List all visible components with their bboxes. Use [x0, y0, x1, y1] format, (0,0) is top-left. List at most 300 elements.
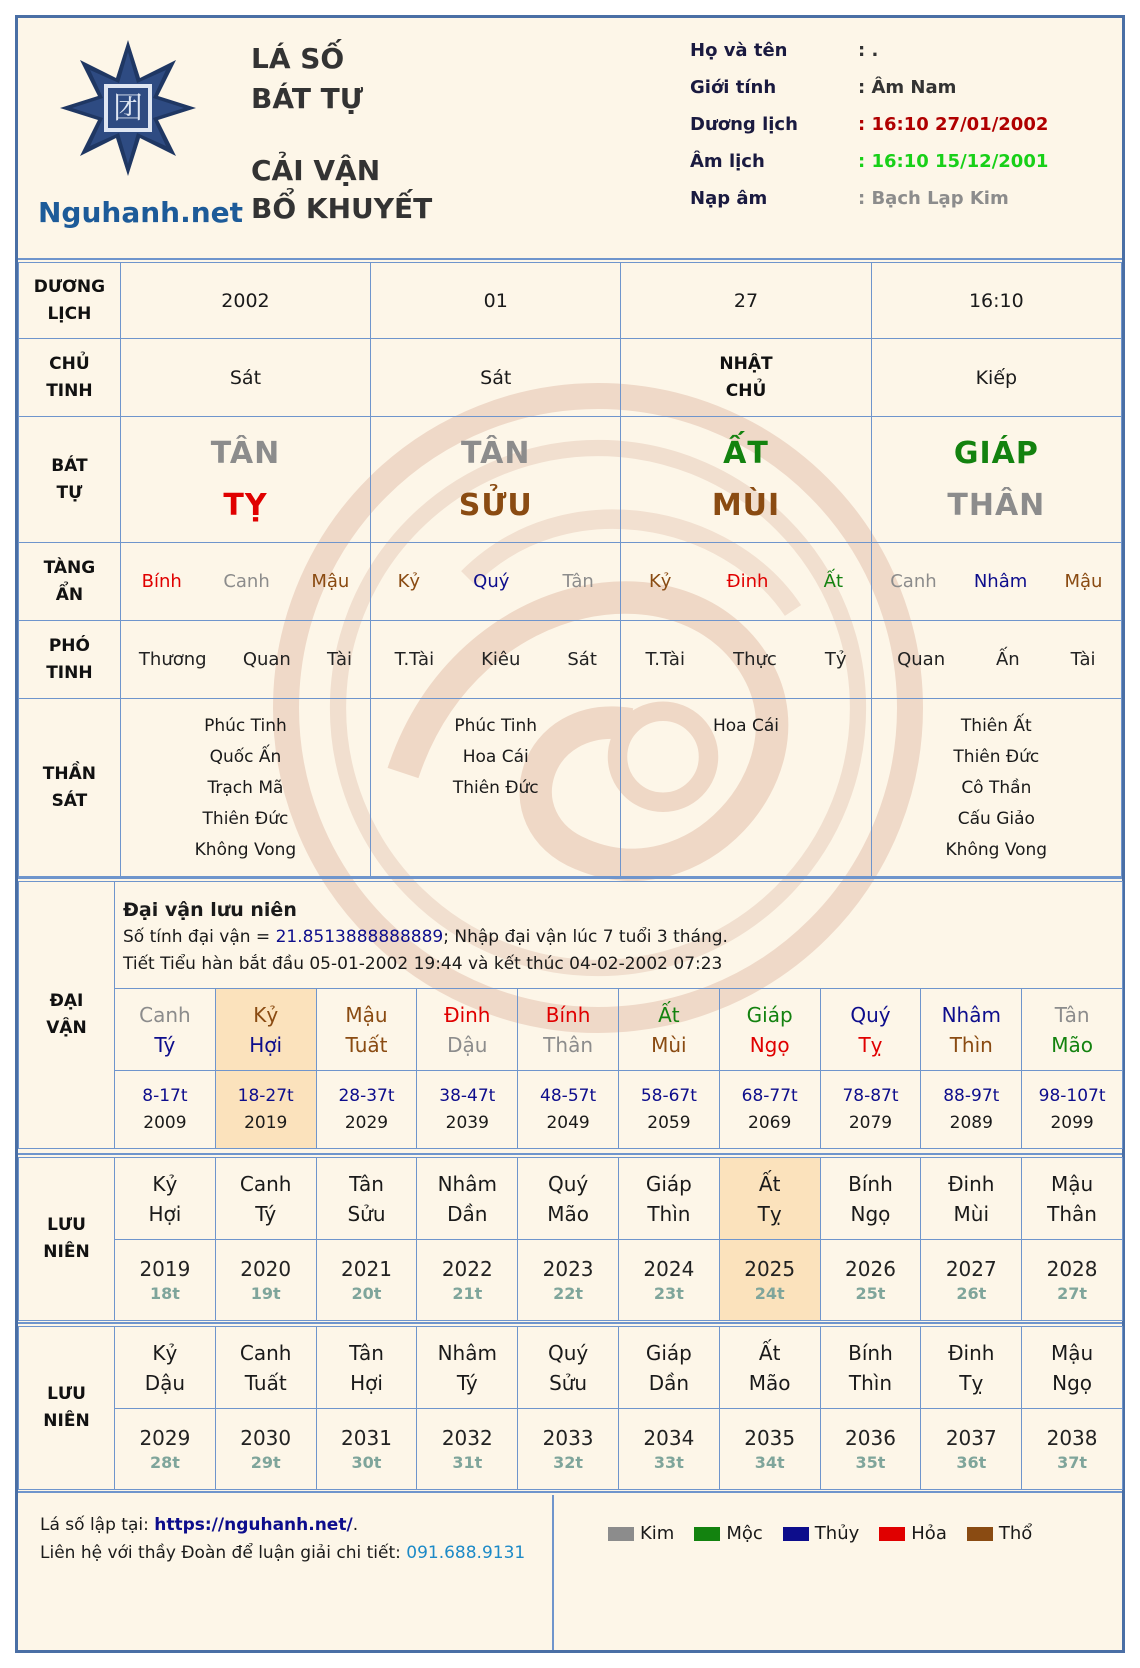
- nhat-chu-line: CHỦ: [725, 380, 767, 401]
- title-line-4: BỔ KHUYẾT: [251, 192, 433, 225]
- hidden-stems-cell: [871, 543, 1121, 621]
- luu-nien-pillar[interactable]: [921, 1158, 1022, 1240]
- luu-nien-age: 26t: [956, 1284, 987, 1303]
- dai-van-pillar[interactable]: [316, 989, 417, 1071]
- luu-nien-year-cell: [921, 1240, 1022, 1321]
- solar-date-cell: 01: [371, 263, 621, 339]
- luu-nien-year-cell: [316, 1240, 417, 1321]
- luu-nien-pillar[interactable]: [719, 1327, 820, 1409]
- dai-van-stem: Ất: [658, 1002, 680, 1027]
- spirit-star: Hoa Cái: [713, 716, 780, 736]
- dai-van-branch: Hợi: [249, 1032, 283, 1057]
- dai-van-period: [115, 1071, 216, 1149]
- luu-nien-year-cell: [1022, 1409, 1123, 1490]
- luu-nien-year-cell: [1022, 1240, 1123, 1321]
- legend-label: Thổ: [998, 1523, 1033, 1544]
- hidden-stems-cell: [120, 543, 370, 621]
- luu-nien-branch: Hợi: [350, 1370, 383, 1395]
- sub-star: Kiêu: [481, 649, 521, 670]
- horoscope-sheet: [15, 15, 1125, 1653]
- info-row: [690, 151, 1110, 188]
- dai-van-stem: Nhâm: [941, 1002, 1001, 1027]
- luu-nien-pillar[interactable]: [1022, 1327, 1123, 1409]
- heavenly-stem: TÂN: [461, 435, 531, 471]
- legend-label: Hỏa: [911, 1523, 947, 1544]
- info-label: Nạp âm: [690, 188, 768, 209]
- heavenly-stem: ẤT: [723, 435, 769, 471]
- luu-nien-branch: Mão: [748, 1370, 791, 1395]
- luu-nien-branch: Hợi: [148, 1201, 182, 1226]
- luu-nien-age: 20t: [351, 1284, 382, 1303]
- luu-nien-year-cell: [518, 1409, 619, 1490]
- info-value: : Bạch Lạp Kim: [858, 188, 1009, 209]
- luu-nien-branch: Dậu: [144, 1370, 186, 1395]
- dai-van-pillar[interactable]: [115, 989, 216, 1071]
- legend-swatch: [783, 1527, 809, 1541]
- sub-star: Thương: [138, 649, 207, 670]
- row-label-line: SÁT: [51, 790, 88, 811]
- sub-stars-cell: [621, 621, 871, 699]
- spirit-star: Cô Thần: [961, 778, 1032, 798]
- luu-nien-pillar[interactable]: [1022, 1158, 1123, 1240]
- luu-nien-age: 31t: [452, 1453, 483, 1472]
- luu-nien-year: 2028: [1046, 1257, 1098, 1281]
- dai-van-year: 2099: [1050, 1112, 1094, 1133]
- row-label: [19, 263, 121, 339]
- dai-van-age: 78-87t: [842, 1085, 899, 1106]
- row-label-line: PHÓ: [48, 635, 90, 656]
- luu-nien-age: 36t: [956, 1453, 987, 1472]
- spirit-stars-cell: [120, 699, 370, 877]
- dai-van-text: ; Nhập đại vận lúc 7 tuổi 3 tháng.: [443, 927, 728, 947]
- luu-nien-year-cell: [618, 1409, 719, 1490]
- dai-van-branch: Dậu: [447, 1032, 488, 1057]
- hidden-stem: Tân: [562, 571, 594, 592]
- sub-stars-cell: [371, 621, 621, 699]
- row-label-line: TINH: [46, 662, 93, 683]
- luu-nien-year: 2032: [441, 1426, 493, 1450]
- luu-nien-branch: Tỵ: [959, 1370, 984, 1395]
- spirit-star: Trạch Mã: [207, 778, 284, 798]
- luu-nien-year: 2019: [139, 1257, 191, 1281]
- hidden-stem: Canh: [223, 571, 270, 592]
- dai-van-stem: Giáp: [746, 1002, 793, 1027]
- luu-nien-pillar[interactable]: [417, 1327, 518, 1409]
- luu-nien-year: 2020: [240, 1257, 292, 1281]
- info-label: Âm lịch: [690, 151, 765, 172]
- luu-nien-stem: Tân: [349, 1171, 384, 1196]
- luu-nien-branch: Ngọ: [1052, 1370, 1093, 1395]
- luu-nien-pillar[interactable]: [115, 1158, 216, 1240]
- luu-nien-year: 2036: [845, 1426, 896, 1450]
- sub-stars: [621, 649, 870, 670]
- luu-nien-year: 2030: [240, 1426, 292, 1450]
- dai-van-header: [115, 882, 1123, 989]
- luu-nien-branch: Sửu: [347, 1201, 386, 1226]
- luu-nien-stem: Quý: [547, 1171, 589, 1196]
- dai-van-number: 21.8513888888889: [275, 927, 444, 947]
- luu-nien-year: 2022: [441, 1257, 493, 1281]
- sub-stars: [371, 649, 620, 670]
- legend-item: [783, 1523, 859, 1544]
- luu-nien-stem: Mậu: [1050, 1171, 1094, 1196]
- dai-van-year: 2019: [244, 1112, 288, 1133]
- dai-van-age: 58-67t: [640, 1085, 697, 1106]
- heavenly-stem: GIÁP: [953, 435, 1039, 471]
- hidden-stems: [371, 571, 620, 592]
- hidden-stem: Canh: [890, 571, 937, 592]
- luu-nien-year: 2034: [643, 1426, 695, 1450]
- luu-nien-year-cell: [215, 1409, 316, 1490]
- luu-nien-section-1: [18, 1157, 1122, 1321]
- luu-nien-pillar[interactable]: [316, 1158, 417, 1240]
- luu-nien-branch: Sửu: [549, 1370, 588, 1395]
- dai-van-period: [316, 1071, 417, 1149]
- luu-nien-age: 25t: [855, 1284, 886, 1303]
- row-label-line: VẬN: [46, 1018, 87, 1038]
- spirit-star: Quốc Ấn: [209, 747, 282, 767]
- dai-van-stem: Kỷ: [253, 1002, 279, 1027]
- sub-stars-cell: [871, 621, 1121, 699]
- row-label: [19, 1327, 115, 1490]
- spirit-star: Thiên Ất: [960, 716, 1032, 736]
- luu-nien-year: 2033: [542, 1426, 594, 1450]
- dai-van-age: 88-97t: [943, 1085, 1000, 1106]
- luu-nien-age: 34t: [754, 1453, 785, 1472]
- hidden-stem: Kỷ: [648, 571, 672, 592]
- hidden-stem: Mậu: [311, 571, 350, 592]
- luu-nien-age: 35t: [855, 1453, 886, 1472]
- luu-nien-year-cell: [518, 1240, 619, 1321]
- luu-nien-age: 32t: [553, 1453, 584, 1472]
- legend-item: [967, 1523, 1032, 1544]
- dai-van-year: 2059: [647, 1112, 691, 1133]
- pillar-cell: [871, 417, 1121, 543]
- personal-info: [690, 40, 1110, 225]
- row-label-line: TỰ: [56, 482, 83, 503]
- luu-nien-year: 2027: [945, 1257, 997, 1281]
- dai-van-age: 8-17t: [142, 1085, 188, 1106]
- hidden-stems-cell: [371, 543, 621, 621]
- luu-nien-stem: Kỷ: [152, 1340, 178, 1365]
- luu-nien-pillar[interactable]: [518, 1158, 619, 1240]
- dai-van-heading: Đại vận lưu niên: [123, 899, 297, 921]
- nhat-chu-line: NHẬT: [719, 353, 773, 374]
- luu-nien-branch: Tuất: [244, 1370, 287, 1395]
- hidden-stem: Kỷ: [397, 571, 421, 592]
- luu-nien-pillar[interactable]: [316, 1327, 417, 1409]
- footer: [18, 1495, 1122, 1650]
- earthly-branch: TỴ: [223, 487, 268, 523]
- info-label: Họ và tên: [690, 40, 788, 61]
- main-star-cell: Sát: [120, 339, 370, 417]
- title-line-2: BÁT TỰ: [251, 82, 364, 115]
- row-label-line: TINH: [46, 380, 93, 401]
- luu-nien-age: 28t: [149, 1453, 180, 1472]
- dai-van-year: 2089: [949, 1112, 993, 1133]
- info-label: Giới tính: [690, 77, 777, 98]
- legend-item: [879, 1523, 947, 1544]
- luu-nien-year-cell: [921, 1409, 1022, 1490]
- luu-nien-age: 33t: [653, 1453, 684, 1472]
- sub-star: Tỷ: [824, 649, 847, 670]
- luu-nien-year: 2029: [139, 1426, 191, 1450]
- logo-star-icon: [58, 38, 198, 178]
- luu-nien-age: 29t: [250, 1453, 281, 1472]
- hidden-stems: [121, 571, 370, 592]
- luu-nien-year: 2031: [341, 1426, 392, 1450]
- luu-nien-age: 19t: [250, 1284, 281, 1303]
- info-row: [690, 40, 1110, 77]
- sub-star: Thực: [733, 649, 777, 670]
- luu-nien-year: 2038: [1046, 1426, 1098, 1450]
- luu-nien-stem: Nhâm: [437, 1340, 497, 1365]
- spirit-star: Thiên Đức: [452, 778, 539, 798]
- dai-van-branch: Mão: [1051, 1032, 1093, 1057]
- dai-van-age: 28-37t: [338, 1085, 395, 1106]
- info-value: : .: [858, 40, 879, 61]
- luu-nien-year: 2024: [643, 1257, 695, 1281]
- luu-nien-stem: Canh: [239, 1340, 292, 1365]
- sub-stars-cell: [120, 621, 370, 699]
- dai-van-pillar[interactable]: [921, 989, 1022, 1071]
- dai-van-period: [820, 1071, 921, 1149]
- row-label: [19, 339, 121, 417]
- info-value: : 16:10 27/01/2002: [858, 114, 1049, 135]
- dai-van-pillar[interactable]: [820, 989, 921, 1071]
- luu-nien-year: 2021: [341, 1257, 392, 1281]
- luu-nien-branch: Tỵ: [757, 1201, 782, 1226]
- legend-item: [608, 1523, 674, 1544]
- row-label-line: NIÊN: [43, 1242, 90, 1262]
- dai-van-year: 2069: [748, 1112, 792, 1133]
- dai-van-line-2: Tiết Tiểu hàn bắt đầu 05-01-2002 19:44 và kết thúc 04-02-2002 07:23: [123, 954, 723, 974]
- sub-star: T.Tài: [394, 649, 435, 670]
- row-label-line: BÁT: [51, 455, 88, 476]
- footer-made-at: Lá số lập tại:: [40, 1515, 155, 1535]
- site-link[interactable]: https://nguhanh.net/: [154, 1515, 353, 1535]
- luu-nien-age: 27t: [1057, 1284, 1088, 1303]
- solar-date-cell: 16:10: [871, 263, 1121, 339]
- luu-nien-stem: Canh: [239, 1171, 292, 1196]
- luu-nien-year-cell: [115, 1240, 216, 1321]
- luu-nien-age: 18t: [149, 1284, 180, 1303]
- legend-swatch: [608, 1527, 634, 1541]
- luu-nien-year-cell: [618, 1240, 719, 1321]
- luu-nien-branch: Mão: [547, 1201, 589, 1226]
- luu-nien-branch: Mùi: [953, 1201, 990, 1226]
- luu-nien-stem: Ất: [758, 1340, 781, 1365]
- luu-nien-stem: Kỷ: [152, 1171, 178, 1196]
- luu-nien-pillar[interactable]: [215, 1327, 316, 1409]
- spirit-star: Phúc Tinh: [204, 716, 287, 736]
- dai-van-age: 68-77t: [741, 1085, 798, 1106]
- nhat-chu-cell: [621, 339, 871, 417]
- dai-van-period: [618, 1071, 719, 1149]
- row-label-line: CHỦ: [49, 353, 90, 374]
- legend-label: Kim: [640, 1523, 675, 1544]
- hidden-stem: Quý: [473, 571, 510, 592]
- sub-star: Sát: [567, 649, 597, 670]
- four-pillars-table: [18, 262, 1122, 877]
- dai-van-pillar[interactable]: [518, 989, 619, 1071]
- luu-nien-pillar[interactable]: [215, 1158, 316, 1240]
- row-label: [19, 1158, 115, 1321]
- info-row: [690, 188, 1110, 225]
- luu-nien-year-cell: [417, 1409, 518, 1490]
- luu-nien-pillar[interactable]: [820, 1327, 921, 1409]
- luu-nien-stem: Bính: [848, 1171, 893, 1196]
- dai-van-stem: Canh: [139, 1002, 191, 1027]
- luu-nien-age: 23t: [653, 1284, 684, 1303]
- title-line-3: CẢI VẬN: [251, 154, 381, 187]
- legend-swatch: [694, 1527, 720, 1541]
- dai-van-line-1: [123, 924, 1114, 951]
- luu-nien-year: 2026: [845, 1257, 896, 1281]
- dai-van-year: 2079: [848, 1112, 893, 1133]
- info-value: : Âm Nam: [858, 77, 957, 98]
- dai-van-pillar[interactable]: [618, 989, 719, 1071]
- luu-nien-stem: Đinh: [948, 1340, 995, 1365]
- pillar-cell: [120, 417, 370, 543]
- dai-van-period: [1022, 1071, 1123, 1149]
- luu-nien-year-cell: [719, 1240, 820, 1321]
- luu-nien-branch: Thìn: [848, 1370, 893, 1395]
- row-label: [19, 882, 115, 1149]
- site-name[interactable]: Nguhanh.net: [38, 196, 244, 229]
- footer-contact: [18, 1495, 554, 1650]
- sub-stars: [121, 649, 370, 670]
- legend-item: [694, 1523, 762, 1544]
- luu-nien-age: 37t: [1057, 1453, 1088, 1472]
- luu-nien-branch: Tý: [456, 1370, 478, 1395]
- luu-nien-year-cell: [215, 1240, 316, 1321]
- info-label: Dương lịch: [690, 114, 798, 135]
- luu-nien-stem: Đinh: [948, 1171, 995, 1196]
- dai-van-stem: Bính: [545, 1002, 591, 1027]
- luu-nien-pillar[interactable]: [518, 1327, 619, 1409]
- luu-nien-branch: Ngọ: [850, 1201, 891, 1226]
- luu-nien-year: 2035: [744, 1426, 796, 1450]
- logo-glyph: 团: [113, 91, 143, 126]
- spirit-star: Không Vong: [194, 840, 297, 860]
- dai-van-period: [719, 1071, 820, 1149]
- luu-nien-branch: Thìn: [647, 1201, 691, 1226]
- dai-van-age: 98-107t: [1038, 1085, 1106, 1106]
- dai-van-year: 2039: [445, 1112, 489, 1133]
- dai-van-branch: Thân: [543, 1032, 593, 1057]
- solar-date-cell: 27: [621, 263, 871, 339]
- legend-label: Mộc: [726, 1523, 763, 1544]
- luu-nien-pillar[interactable]: [417, 1158, 518, 1240]
- luu-nien-pillar[interactable]: [719, 1158, 820, 1240]
- row-label-line: ẨN: [55, 584, 84, 605]
- dai-van-year: 2029: [344, 1112, 389, 1133]
- element-legend: [608, 1523, 1052, 1544]
- luu-nien-year-cell: [719, 1409, 820, 1490]
- luu-nien-branch: Tý: [255, 1201, 277, 1226]
- luu-nien-stem: Mậu: [1050, 1340, 1094, 1365]
- dai-van-period: [215, 1071, 316, 1149]
- spirit-star: Hoa Cái: [462, 747, 529, 767]
- luu-nien-year-cell: [115, 1409, 216, 1490]
- luu-nien-year-cell: [820, 1409, 921, 1490]
- hidden-stem: Ất: [823, 571, 844, 592]
- dai-van-branch: Thìn: [949, 1032, 993, 1057]
- hidden-stem: Mậu: [1064, 571, 1103, 592]
- sub-stars: [872, 649, 1121, 670]
- luu-nien-branch: Dần: [447, 1201, 488, 1226]
- luu-nien-stem: Giáp: [645, 1171, 692, 1196]
- legend-swatch: [879, 1527, 905, 1541]
- dai-van-pillar[interactable]: [719, 989, 820, 1071]
- luu-nien-pillar[interactable]: [921, 1327, 1022, 1409]
- earthly-branch: THÂN: [947, 487, 1046, 523]
- luu-nien-year: 2025: [744, 1257, 796, 1281]
- header: [18, 18, 1122, 258]
- sub-star: Quan: [897, 649, 946, 670]
- luu-nien-pillar[interactable]: [115, 1327, 216, 1409]
- hidden-stems: [621, 571, 870, 592]
- luu-nien-age: 30t: [351, 1453, 382, 1472]
- main-star-cell: Sát: [371, 339, 621, 417]
- dai-van-pillar[interactable]: [215, 989, 316, 1071]
- luu-nien-age: 24t: [754, 1284, 785, 1303]
- spirit-star: Phúc Tinh: [454, 716, 538, 736]
- spirit-stars-cell: [871, 699, 1121, 877]
- sub-star: Ấn: [995, 649, 1020, 670]
- luu-nien-pillar[interactable]: [820, 1158, 921, 1240]
- row-label-line: THẦN: [42, 763, 97, 784]
- luu-nien-pillar[interactable]: [618, 1158, 719, 1240]
- earthly-branch: SỬU: [458, 487, 533, 523]
- title-line-1: LÁ SỐ: [251, 42, 345, 75]
- dai-van-pillar[interactable]: [417, 989, 518, 1071]
- row-label-line: DƯƠNG: [33, 276, 106, 297]
- luu-nien-stem: Quý: [547, 1340, 589, 1365]
- row-label-line: TÀNG: [43, 557, 96, 578]
- hidden-stems: [872, 571, 1121, 592]
- dai-van-branch: Ngọ: [749, 1032, 790, 1057]
- luu-nien-branch: Thân: [1047, 1201, 1097, 1226]
- luu-nien-age: 22t: [553, 1284, 584, 1303]
- dai-van-age: 18-27t: [237, 1085, 294, 1106]
- luu-nien-stem: Ất: [758, 1171, 781, 1196]
- dai-van-text: Số tính đại vận =: [123, 927, 276, 947]
- dai-van-age: 48-57t: [540, 1085, 597, 1106]
- hidden-stem: Đinh: [726, 571, 769, 592]
- sub-star: T.Tài: [645, 649, 685, 670]
- dai-van-year: 2049: [546, 1112, 590, 1133]
- dai-van-stem: Quý: [850, 1002, 891, 1027]
- hidden-stem: Bính: [141, 571, 182, 592]
- dai-van-branch: Tuất: [345, 1032, 388, 1057]
- dai-van-period: [921, 1071, 1022, 1149]
- row-label: [19, 417, 121, 543]
- info-value: : 16:10 15/12/2001: [858, 151, 1049, 172]
- luu-nien-branch: Dần: [648, 1370, 690, 1395]
- luu-nien-pillar[interactable]: [618, 1327, 719, 1409]
- luu-nien-year-cell: [417, 1240, 518, 1321]
- luu-nien-year: 2037: [945, 1426, 997, 1450]
- luu-nien-stem: Bính: [848, 1340, 893, 1365]
- phone-number[interactable]: 091.688.9131: [406, 1543, 526, 1563]
- dai-van-pillar[interactable]: [1022, 989, 1123, 1071]
- spirit-star: Không Vong: [945, 840, 1048, 860]
- legend-label: Thủy: [814, 1523, 860, 1544]
- dai-van-year: 2009: [143, 1112, 187, 1133]
- dai-van-section: [18, 881, 1122, 1149]
